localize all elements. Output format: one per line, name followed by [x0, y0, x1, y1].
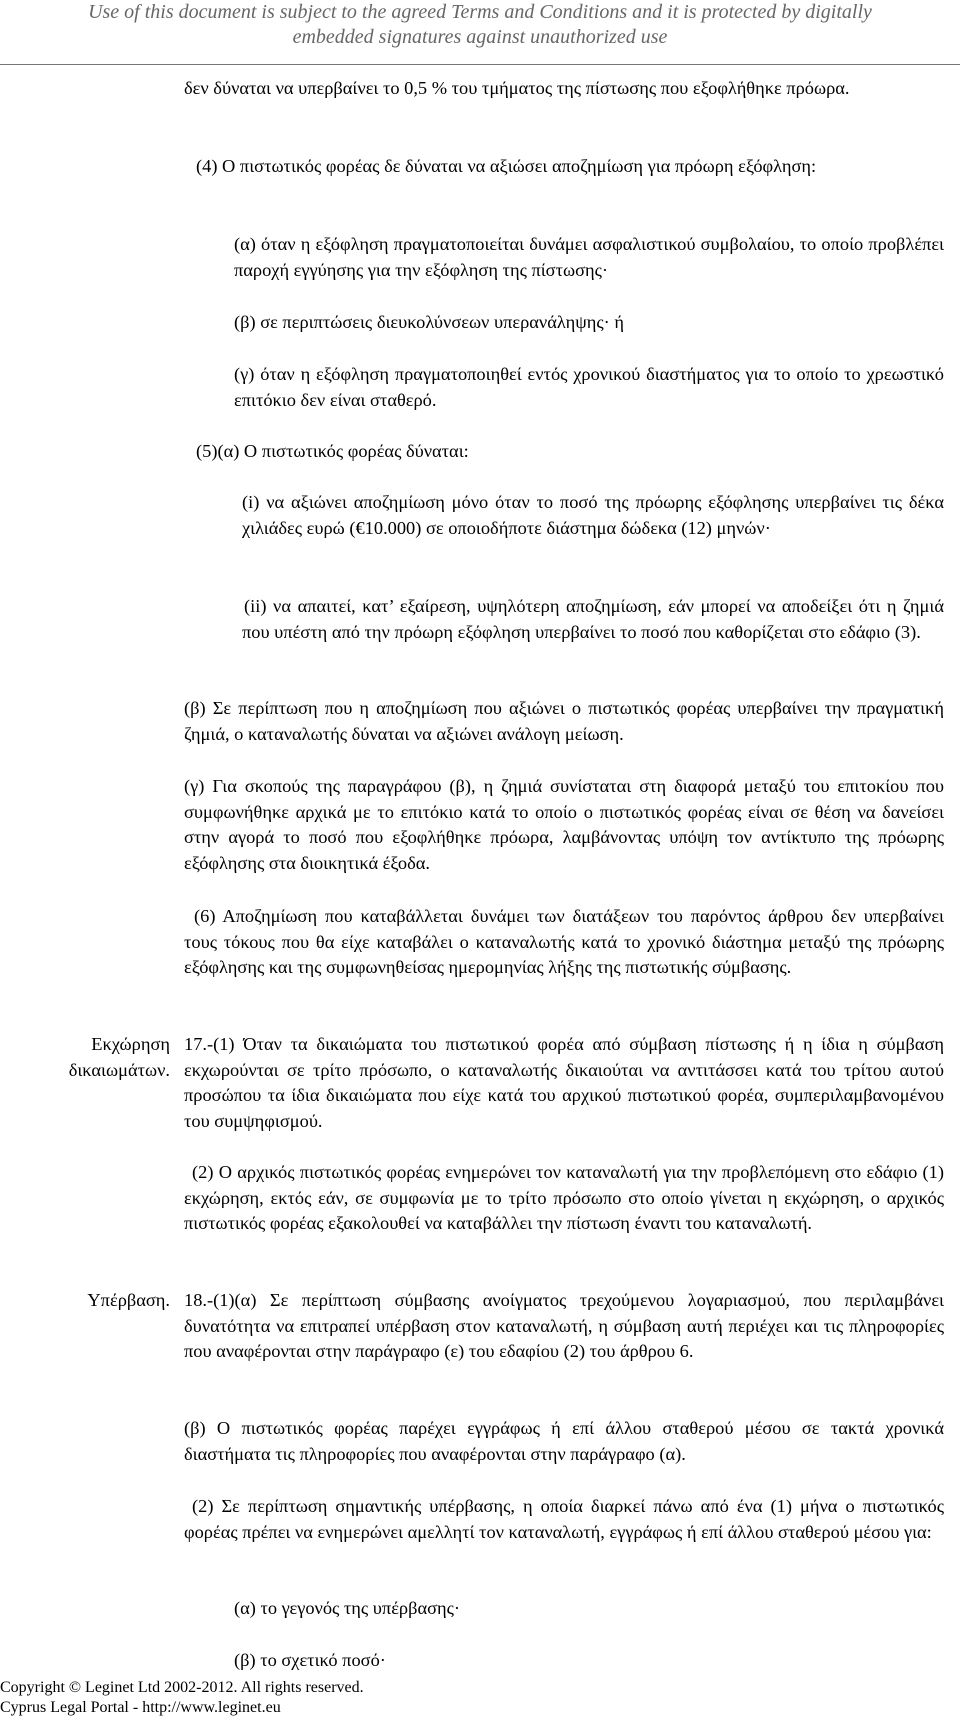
article-18-2a: (α) το γεγονός της υπέρβασης·	[234, 1598, 461, 1618]
paragraph-4c: (γ) όταν η εξόφληση πραγματοποιηθεί εντός χρονικού διαστήματος για το οποίο το χρεωστικό επιτόκιο δεν είναι σταθερό.	[234, 364, 944, 410]
article-17-1: 17.-(1) Όταν τα δικαιώματα του πιστωτικού φορέα από σύμβαση πίστωσης ή η ίδια η σύμβαση εκχωρούνται σε τρίτο πρόσωπο, ο καταναλωτής δικαιούται να αντιτάσσει κατά του τρίτου αυτού προσώπου τα ίδια δικαιώματα που είχε κατά του αρχικού πιστωτικού φορέα, συμπεριλαμβανομένου του συμψηφισμού.	[184, 1034, 944, 1131]
paragraph-5b: (β) Σε περίπτωση που η αποζημίωση που αξιώνει ο πιστωτικός φορέας υπερβαίνει την πραγματική ζημιά, ο καταναλωτής δύναται να αξιώνει ανάλογη μείωση.	[184, 698, 944, 744]
article-18-2: (2) Σε περίπτωση σημαντικής υπέρβασης, η οποία διαρκεί πάνω από ένα (1) μήνα ο πιστωτικός φορέας πρέπει να ενημερώνει αμελλητί τον καταναλωτή, εγγράφως ή επί άλλου σταθερού μέσου για:	[184, 1496, 944, 1542]
footer-portal-link[interactable]: Cyprus Legal Portal - http://www.leginet.eu	[0, 1699, 281, 1716]
paragraph-5c: (γ) Για σκοπούς της παραγράφου (β), η ζημιά συνίσταται στη διαφορά μεταξύ του επιτοκίου που συμφωνήθηκε αρχικά με το επιτόκιο κατά το οποίο ο πιστωτικός φορέας είναι σε θέση να δανείσει στην αγορά το ποσό που εξοφλήθηκε πρόωρα, λαμβάνοντας υπόψη τον αντίκτυπο της πρόωρης εξόφλησης στα διοικητικά έξοδα.	[184, 776, 944, 873]
sidenote-overrun: Υπέρβαση.	[87, 1290, 170, 1310]
paragraph-5a-i: (i) να αξιώνει αποζημίωση μόνο όταν το ποσό της πρόωρης εξόφλησης υπερβαίνει τις δέκα χιλιάδες ευρώ (€10.000) σε οποιοδήποτε διάστημα δώδεκα (12) μηνών·	[242, 492, 944, 538]
paragraph-4b: (β) σε περιπτώσεις διευκολύνσεων υπερανάληψης· ή	[234, 312, 624, 332]
article-18-1b: (β) Ο πιστωτικός φορέας παρέχει εγγράφως ή επί άλλου σταθερού μέσου σε τακτά χρονικά διαστήματα τις πληροφορίες που αναφέρονται στην παράγραφο (α).	[184, 1418, 944, 1464]
paragraph-4a: (α) όταν η εξόφληση πραγματοποιείται δυνάμει ασφαλιστικού συμβολαίου, το οποίο προβλέπει παροχή εγγύησης για την εξόφληση της πίστωσης·	[234, 234, 944, 280]
paragraph-4-intro: (4) Ο πιστωτικός φορέας δε δύναται να αξιώσει αποζημίωση για πρόωρη εξόφληση:	[196, 156, 817, 176]
paragraph-5a-intro: (5)(α) Ο πιστωτικός φορέας δύναται:	[196, 441, 469, 461]
sidenote-assignment	[40, 1032, 170, 1083]
disclaimer-line-1: Use of this document is subject to the agreed Terms and Conditions and it is protected by digitally	[88, 1, 872, 23]
article-18-2b: (β) το σχετικό ποσό·	[234, 1650, 386, 1670]
footer	[0, 1678, 364, 1718]
footer-copyright: Copyright © Leginet Ltd 2002-2012. All rights reserved.	[0, 1679, 364, 1696]
article-17-2: (2) Ο αρχικός πιστωτικός φορέας ενημερώνει τον καταναλωτή για την προβλεπόμενη στο εδάφιο (1) εκχώρηση, εκτός εάν, σε συμφωνία με το τρίτο πρόσωπο στο οποίο γίνεται η εκχώρηση, ο αρχικός πιστωτικός φορέας εξακολουθεί να καταβάλλει την πίστωση έναντι του καταναλωτή.	[184, 1162, 944, 1233]
sidenote-assignment-line-1: Εκχώρηση	[91, 1034, 170, 1054]
header-divider	[0, 64, 960, 65]
disclaimer-line-2: embedded signatures against unauthorized use	[292, 26, 668, 48]
sidenote-assignment-line-2: δικαιωμάτων.	[68, 1059, 170, 1080]
paragraph-continuation: δεν δύναται να υπερβαίνει το 0,5 % του τμήματος της πίστωσης που εξοφλήθηκε πρόωρα.	[184, 78, 850, 98]
article-18-1a: 18.-(1)(α) Σε περίπτωση σύμβασης ανοίγματος τρεχούμενου λογαριασμού, που περιλαμβάνει δυνατότητα να επιτραπεί υπέρβαση στον καταναλωτή, η σύμβαση αυτή περιέχει και τις πληροφορίες που αναφέρονται στην παράγραφο (ε) του εδαφίου (2) του άρθρου 6.	[184, 1290, 944, 1361]
paragraph-6: (6) Αποζημίωση που καταβάλλεται δυνάμει των διατάξεων του παρόντος άρθρου δεν υπερβαίνει τους τόκους που θα είχε καταβάλει ο καταναλωτής κατά το χρονικό διάστημα μεταξύ της πρόωρης εξόφλησης και της συμφωνηθείσας ημερομηνίας λήξης της πιστωτικής σύμβασης.	[184, 906, 944, 977]
terms-disclaimer	[0, 0, 960, 50]
paragraph-5a-ii: (ii) να απαιτεί, κατ’ εξαίρεση, υψηλότερη αποζημίωση, εάν μπορεί να αποδείξει ότι η ζημιά που υπέστη από την πρόωρη εξόφληση υπερβαίνει το ποσό που καθορίζεται στο εδάφιο (3).	[242, 596, 944, 642]
